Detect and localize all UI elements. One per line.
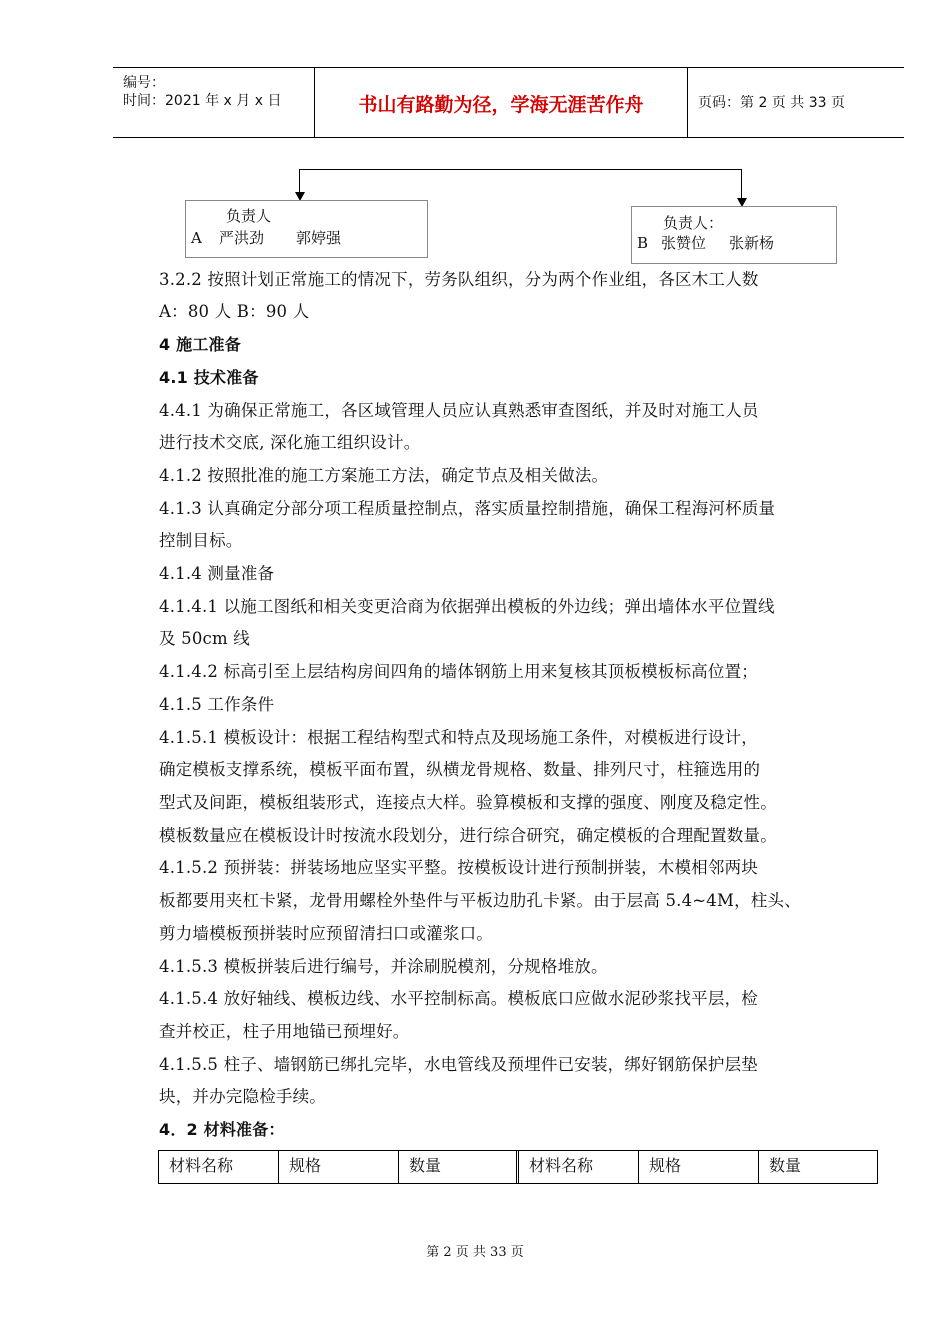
- org-box-b: [631, 206, 837, 264]
- body-line: 4.1.5.5 柱子、墙钢筋已绑扎完毕，水电管线及预埋件已安装，绑好钢筋保护层垫: [159, 1055, 758, 1074]
- org-box-b-person-1: 张赞位: [661, 234, 707, 252]
- org-box-a-person-1: 严洪劲: [219, 229, 265, 247]
- section-heading: 4 施工准备: [159, 335, 241, 354]
- body-line: 确定模板支撑系统，模板平面布置，纵横龙骨规格、数量、排列尺寸，柱箍选用的: [159, 760, 761, 779]
- table-header-cell: 材料名称: [519, 1151, 639, 1183]
- doc-number-label: 编号：: [123, 75, 165, 91]
- body-line: 4.1.5.2 预拼装：拼装场地应坚实平整。按模板设计进行预制拼装，木模相邻两块: [159, 858, 758, 877]
- subsection-heading: 4.1 技术准备: [159, 368, 259, 387]
- doc-time-label: 时间：2021 年 x 月 x 日: [123, 93, 282, 109]
- body-line: 4.1.5.1 模板设计：根据工程结构型式和特点及现场施工条件，对模板进行设计，: [159, 728, 758, 747]
- body-line: 4.1.3 认真确定分部分项工程质量控制点，落实质量控制措施，确保工程海河杯质量: [159, 499, 776, 518]
- materials-table: [158, 1150, 878, 1184]
- header-motto: 书山有路勤为径，学海无涯苦作舟: [358, 94, 644, 116]
- org-box-a-person-2: 郭婷强: [296, 229, 342, 247]
- header-page-cell: [688, 68, 904, 137]
- header-motto-cell: [315, 68, 688, 137]
- org-box-a-letter: A: [191, 229, 202, 247]
- header-page-label: 页码：第 2 页 共 33 页: [698, 95, 845, 111]
- org-box-b-title: 负责人：: [663, 214, 724, 232]
- org-connector-horizontal: [299, 169, 742, 170]
- body-line: 4.1.5.3 模板拼装后进行编号，并涂刷脱模剂，分规格堆放。: [159, 957, 608, 976]
- page-header: [113, 67, 904, 138]
- body-line: 4.1.5 工作条件: [159, 695, 275, 714]
- body-line: 进行技术交底, 深化施工组织设计。: [159, 433, 421, 452]
- body-line: 块，并办完隐检手续。: [159, 1087, 326, 1106]
- body-line: 查并校正，柱子用地锚已预埋好。: [159, 1022, 410, 1041]
- body-line: A：80 人 B：90 人: [159, 302, 310, 321]
- org-box-b-person-2: 张新杨: [729, 234, 775, 252]
- body-line: 模板数量应在模板设计时按流水段划分，进行综合研究，确定模板的合理配置数量。: [159, 826, 777, 845]
- body-line: 及 50cm 线: [159, 629, 250, 648]
- body-line: 剪力墙模板预拼装时应预留清扫口或灌浆口。: [159, 924, 493, 943]
- body-line: 4.1.5.4 放好轴线、模板边线、水平控制标高。模板底口应做水泥砂浆找平层，检: [159, 989, 758, 1008]
- body-line: 3.2.2 按照计划正常施工的情况下，劳务队组织，分为两个作业组，各区木工人数: [159, 270, 759, 289]
- body-line: 4.1.4 测量准备: [159, 564, 275, 583]
- org-connector-left: [299, 169, 300, 193]
- header-meta-cell: [113, 68, 315, 137]
- body-line: 4.1.4.2 标高引至上层结构房间四角的墙体钢筋上用来复核其顶板模板标高位置；: [159, 662, 758, 681]
- table-header-cell: 规格: [639, 1151, 759, 1183]
- body-line: 型式及间距，模板组装形式，连接点大样。验算模板和支撑的强度、刚度及稳定性。: [159, 793, 777, 812]
- table-header-cell: 材料名称: [159, 1151, 279, 1183]
- page-footer: 第 2 页 共 33 页: [426, 1245, 524, 1260]
- org-box-a-title: 负责人: [226, 207, 272, 225]
- body-line: 4.4.1 为确保正常施工，各区域管理人员应认真熟悉审查图纸，并及时对施工人员: [159, 401, 759, 420]
- table-header-cell: 规格: [279, 1151, 399, 1183]
- body-line: 4.1.2 按照批准的施工方案施工方法，确定节点及相关做法。: [159, 466, 609, 485]
- table-header-cell: 数量: [769, 1156, 802, 1175]
- body-line: 4.1.4.1 以施工图纸和相关变更洽商为依据弹出模板的外边线；弹出墙体水平位置线: [159, 597, 775, 616]
- subsection-heading: 4．2 材料准备：: [159, 1120, 285, 1139]
- org-connector-right: [741, 169, 742, 199]
- body-line: 板都要用夹杠卡紧，龙骨用螺栓外垫件与平板边肋孔卡紧。由于层高 5.4~4M，柱头、: [159, 891, 801, 910]
- org-box-b-letter: B: [637, 234, 649, 252]
- org-box-a: [185, 200, 428, 258]
- table-header-cell: 数量: [399, 1151, 519, 1183]
- body-line: 控制目标。: [159, 531, 243, 550]
